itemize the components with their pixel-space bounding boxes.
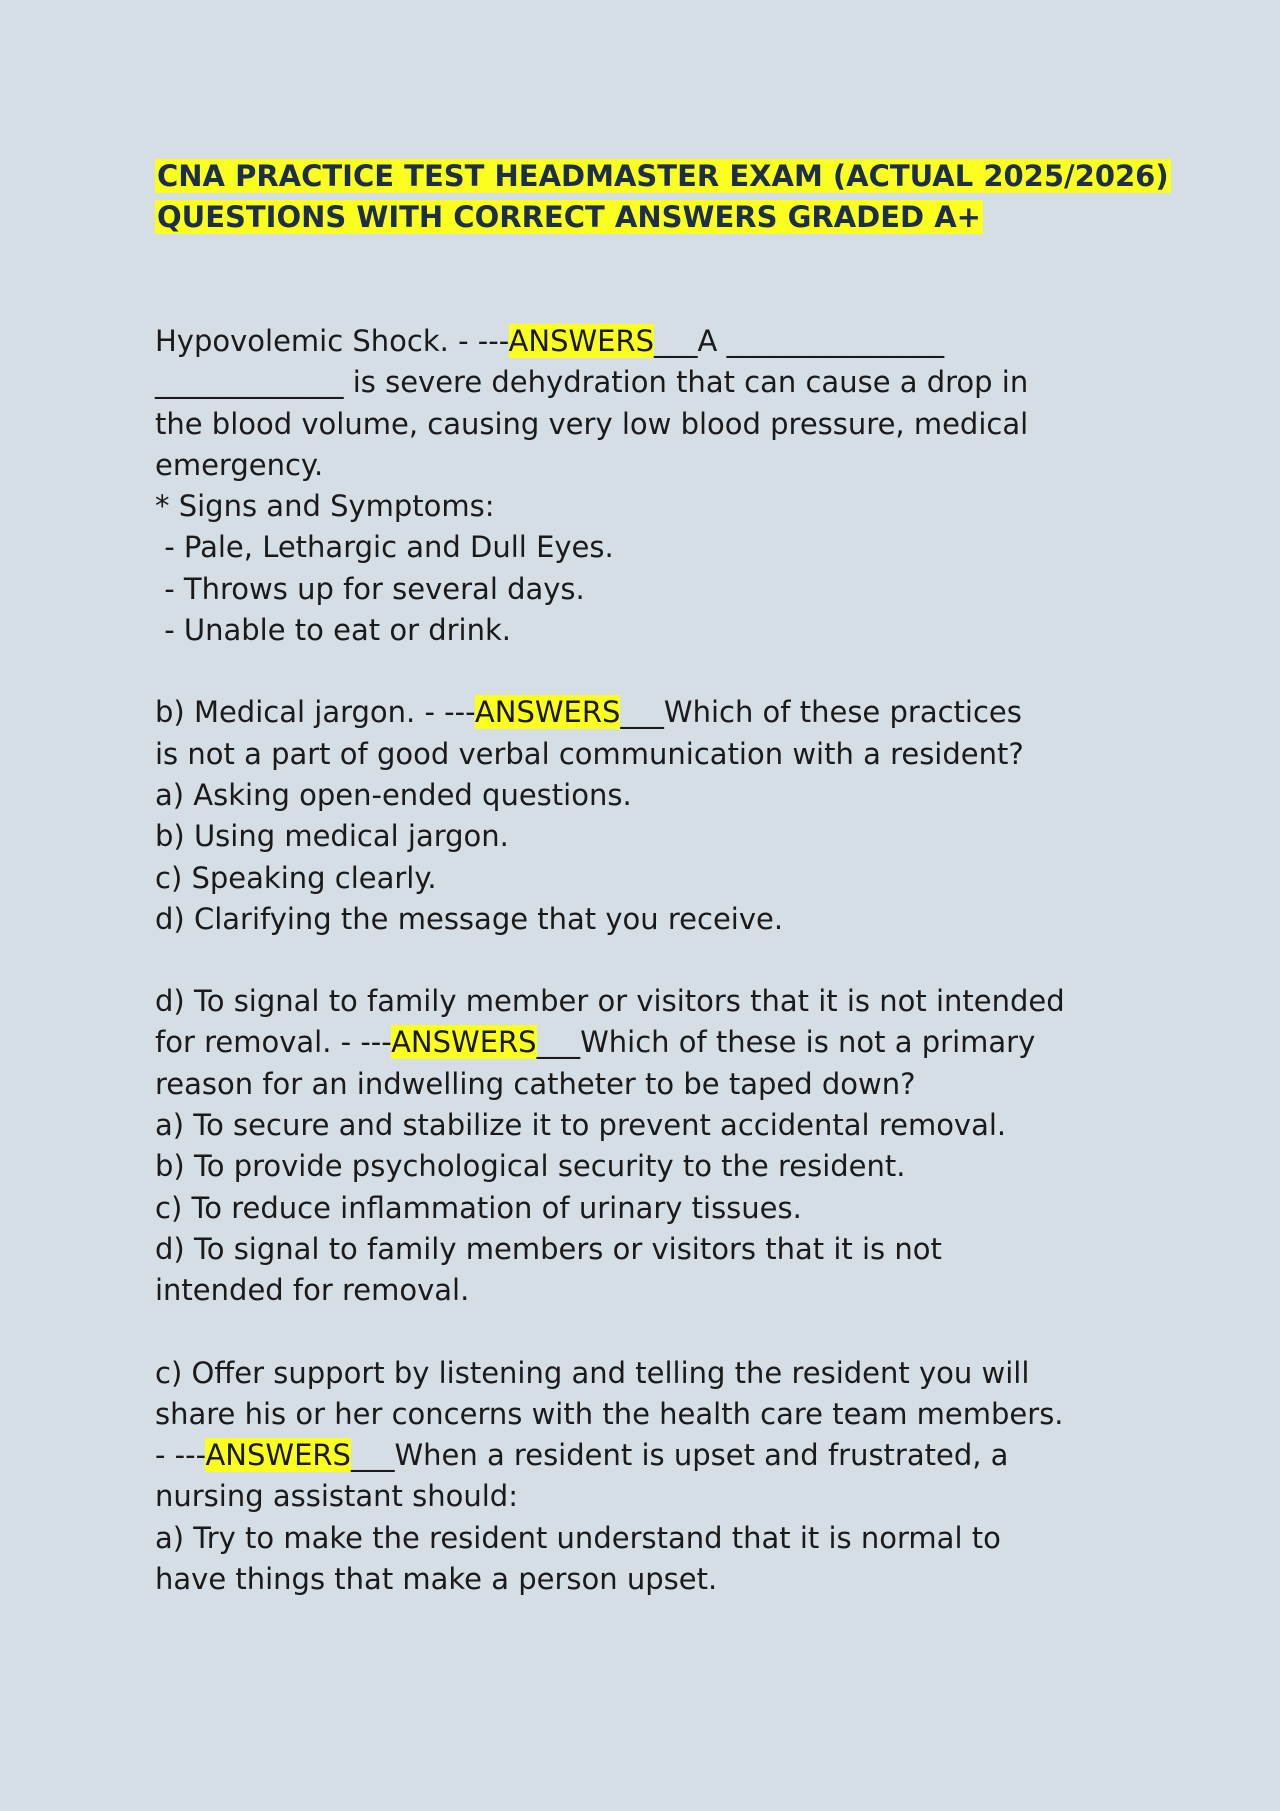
- q1-line-6: - Pale, Lethargic and Dull Eyes.: [155, 530, 614, 565]
- q2-question-start: ___Which of these practices: [620, 695, 1022, 730]
- spacer: [155, 238, 1180, 321]
- q3-line-2: [155, 1022, 1180, 1063]
- q1-line-1: [155, 321, 1180, 362]
- q2-line-5: c) Speaking clearly.: [155, 860, 437, 895]
- q3-line-4: a) To secure and stabilize it to prevent accidental removal.: [155, 1108, 1007, 1143]
- q3-line-7: d) To signal to family members or visitors that it is not: [155, 1231, 942, 1266]
- q2-line-3: a) Asking open-ended questions.: [155, 777, 632, 812]
- q1-question-start: ___A _______________: [654, 324, 945, 358]
- answers-highlight: ANSWERS: [474, 695, 621, 730]
- q3-line-3: reason for an indwelling catheter to be taped down?: [155, 1066, 916, 1101]
- answers-highlight: ANSWERS: [508, 324, 655, 358]
- title-line-1: [155, 156, 1180, 197]
- q3-line-6: c) To reduce inflammation of urinary tissues.: [155, 1190, 802, 1225]
- q4-line-3: [155, 1435, 1180, 1476]
- q4-line-4: nursing assistant should:: [155, 1479, 518, 1514]
- q2-line-2: is not a part of good verbal communication with a resident?: [155, 736, 1024, 771]
- q3-line-1: d) To signal to family member or visitors that it is not intended: [155, 984, 1065, 1019]
- document-title: [155, 156, 1180, 238]
- spacer: [155, 940, 1180, 981]
- spacer: [155, 1312, 1180, 1353]
- q2-line-6: d) Clarifying the message that you receive.: [155, 901, 784, 936]
- title-line-2: [155, 197, 1180, 238]
- q4-answer-prefix: - ---: [155, 1438, 206, 1473]
- q1-line-8: - Unable to eat or drink.: [155, 613, 512, 648]
- q2-answer-prefix: b) Medical jargon. - ---: [155, 695, 475, 730]
- q3-line-5: b) To provide psychological security to the resident.: [155, 1149, 906, 1184]
- q4-line-1: c) Offer support by listening and telling the resident you will: [155, 1355, 1030, 1390]
- q1-line-3: the blood volume, causing very low blood pressure, medical: [155, 406, 1029, 441]
- q3-question-start: ___Which of these is not a primary: [536, 1025, 1036, 1060]
- answers-highlight: ANSWERS: [205, 1438, 351, 1473]
- question-block-4: [155, 1353, 1180, 1601]
- q1-line-4: emergency.: [155, 447, 324, 482]
- answers-highlight: ANSWERS: [391, 1025, 537, 1060]
- question-block-1: [155, 321, 1180, 651]
- q3-answer-prefix: for removal. - ---: [155, 1025, 392, 1060]
- q2-line-1: [155, 692, 1180, 733]
- question-block-2: [155, 692, 1180, 940]
- q1-line-5: * Signs and Symptoms:: [155, 489, 495, 524]
- q1-line-7: - Throws up for several days.: [155, 571, 585, 606]
- title-line-2-text: QUESTIONS WITH CORRECT ANSWERS GRADED A+: [157, 200, 981, 234]
- q3-line-8: intended for removal.: [155, 1273, 470, 1308]
- question-block-3: [155, 981, 1180, 1311]
- q2-line-4: b) Using medical jargon.: [155, 819, 509, 854]
- q1-line-2: _____________ is severe dehydration that can cause a drop in: [155, 365, 1029, 400]
- q4-line-5: a) Try to make the resident understand that it is normal to: [155, 1520, 1001, 1555]
- q4-line-2: share his or her concerns with the health care team members.: [155, 1396, 1064, 1431]
- q1-answer-prefix: Hypovolemic Shock. - ---: [155, 324, 509, 358]
- title-line-1-text: CNA PRACTICE TEST HEADMASTER EXAM (ACTUAL 2025/2026): [157, 159, 1169, 193]
- q4-question-start: ___When a resident is upset and frustrated, a: [350, 1438, 1009, 1473]
- q4-line-6: have things that make a person upset.: [155, 1562, 718, 1597]
- spacer: [155, 651, 1180, 692]
